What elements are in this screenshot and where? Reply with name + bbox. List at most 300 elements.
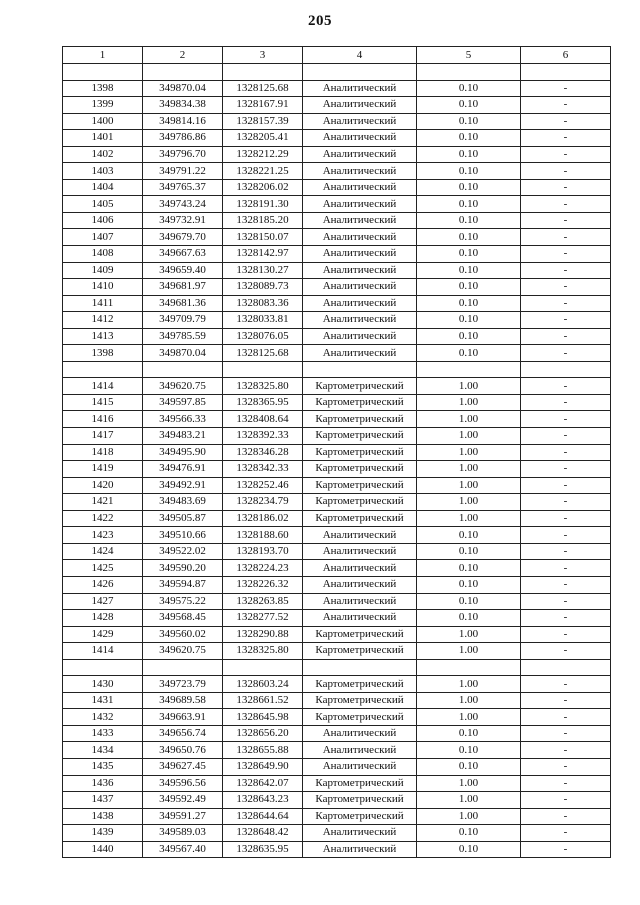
accuracy-cell: 0.10 [417, 279, 521, 296]
y-coordinate-cell: 1328648.42 [223, 825, 303, 842]
table-row [63, 80, 611, 97]
y-coordinate-cell: 1328083.36 [223, 295, 303, 312]
y-coordinate-cell: 1328649.90 [223, 758, 303, 775]
method-cell: Картометрический [303, 477, 417, 494]
method-cell: Картометрический [303, 428, 417, 445]
note-cell: - [521, 212, 611, 229]
y-coordinate-cell: 1328125.68 [223, 80, 303, 97]
note-cell: - [521, 792, 611, 809]
table-row [63, 361, 611, 378]
column-header-5: 5 [417, 47, 521, 64]
method-cell: Картометрический [303, 461, 417, 478]
method-cell: Аналитический [303, 163, 417, 180]
note-cell: - [521, 130, 611, 147]
x-coordinate-cell: 349743.24 [143, 196, 223, 213]
x-coordinate-cell: 349786.86 [143, 130, 223, 147]
y-coordinate-cell: 1328346.28 [223, 444, 303, 461]
accuracy-cell: 1.00 [417, 494, 521, 511]
point-number-cell: 1407 [63, 229, 143, 246]
table-row [63, 560, 611, 577]
table-row [63, 692, 611, 709]
y-coordinate-cell: 1328212.29 [223, 146, 303, 163]
note-cell: - [521, 610, 611, 627]
table-row [63, 163, 611, 180]
point-number-cell: 1425 [63, 560, 143, 577]
table-row [63, 246, 611, 263]
method-cell: Картометрический [303, 692, 417, 709]
accuracy-cell: 0.10 [417, 212, 521, 229]
note-cell: - [521, 643, 611, 660]
method-cell: Аналитический [303, 560, 417, 577]
method-cell: Картометрический [303, 394, 417, 411]
y-coordinate-cell: 1328277.52 [223, 610, 303, 627]
method-cell: Аналитический [303, 345, 417, 362]
x-coordinate-cell: 349870.04 [143, 345, 223, 362]
method-cell: Аналитический [303, 328, 417, 345]
y-coordinate-cell: 1328205.41 [223, 130, 303, 147]
table-row [63, 328, 611, 345]
note-cell: - [521, 560, 611, 577]
x-coordinate-cell: 349627.45 [143, 758, 223, 775]
method-cell: Аналитический [303, 758, 417, 775]
note-cell: - [521, 328, 611, 345]
accuracy-cell: 0.10 [417, 229, 521, 246]
x-coordinate-cell: 349870.04 [143, 80, 223, 97]
point-number-cell: 1402 [63, 146, 143, 163]
y-coordinate-cell: 1328142.97 [223, 246, 303, 263]
accuracy-cell: 1.00 [417, 394, 521, 411]
note-cell: - [521, 146, 611, 163]
note-cell: - [521, 543, 611, 560]
method-cell: Картометрический [303, 494, 417, 511]
table-body [63, 64, 611, 858]
point-number-cell: 1400 [63, 113, 143, 130]
column-header-3: 3 [223, 47, 303, 64]
note-cell: - [521, 295, 611, 312]
method-cell: Аналитический [303, 279, 417, 296]
accuracy-cell: 0.10 [417, 196, 521, 213]
table-row [63, 295, 611, 312]
point-number-cell: 1399 [63, 97, 143, 114]
note-cell: - [521, 510, 611, 527]
x-coordinate-cell: 349560.02 [143, 626, 223, 643]
y-coordinate-cell: 1328392.33 [223, 428, 303, 445]
method-cell: Картометрический [303, 792, 417, 809]
y-coordinate-cell: 1328226.32 [223, 576, 303, 593]
x-coordinate-cell: 349575.22 [143, 593, 223, 610]
note-cell: - [521, 676, 611, 693]
table-row [63, 345, 611, 362]
accuracy-cell: 0.10 [417, 345, 521, 362]
accuracy-cell: 0.10 [417, 295, 521, 312]
table-row [63, 742, 611, 759]
table-row [63, 444, 611, 461]
table-row [63, 676, 611, 693]
accuracy-cell: 0.10 [417, 825, 521, 842]
method-cell: Аналитический [303, 576, 417, 593]
y-coordinate-cell: 1328252.46 [223, 477, 303, 494]
point-number-cell: 1430 [63, 676, 143, 693]
accuracy-cell: 0.10 [417, 262, 521, 279]
note-cell: - [521, 229, 611, 246]
table-row [63, 643, 611, 660]
accuracy-cell: 0.10 [417, 328, 521, 345]
table-row [63, 428, 611, 445]
x-coordinate-cell: 349659.40 [143, 262, 223, 279]
column-header-1: 1 [63, 47, 143, 64]
table-row [63, 527, 611, 544]
method-cell: Картометрический [303, 808, 417, 825]
accuracy-cell: 0.10 [417, 560, 521, 577]
note-cell: - [521, 345, 611, 362]
y-coordinate-cell: 1328635.95 [223, 841, 303, 858]
note-cell: - [521, 262, 611, 279]
table-row [63, 543, 611, 560]
point-number-cell [63, 64, 143, 81]
note-cell: - [521, 758, 611, 775]
note-cell: - [521, 841, 611, 858]
x-coordinate-cell: 349567.40 [143, 841, 223, 858]
table-row [63, 709, 611, 726]
point-number-cell: 1418 [63, 444, 143, 461]
table-row [63, 113, 611, 130]
y-coordinate-cell: 1328188.60 [223, 527, 303, 544]
method-cell: Аналитический [303, 229, 417, 246]
note-cell: - [521, 692, 611, 709]
accuracy-cell [417, 64, 521, 81]
table-row [63, 229, 611, 246]
accuracy-cell: 0.10 [417, 593, 521, 610]
table-row [63, 626, 611, 643]
method-cell: Аналитический [303, 179, 417, 196]
note-cell: - [521, 378, 611, 395]
x-coordinate-cell: 349834.38 [143, 97, 223, 114]
x-coordinate-cell: 349510.66 [143, 527, 223, 544]
note-cell [521, 361, 611, 378]
x-coordinate-cell: 349785.59 [143, 328, 223, 345]
point-number-cell: 1403 [63, 163, 143, 180]
point-number-cell: 1422 [63, 510, 143, 527]
accuracy-cell [417, 659, 521, 676]
x-coordinate-cell: 349814.16 [143, 113, 223, 130]
point-number-cell [63, 361, 143, 378]
x-coordinate-cell: 349483.21 [143, 428, 223, 445]
note-cell: - [521, 80, 611, 97]
x-coordinate-cell: 349592.49 [143, 792, 223, 809]
point-number-cell: 1420 [63, 477, 143, 494]
table-row [63, 576, 611, 593]
method-cell: Картометрический [303, 775, 417, 792]
note-cell: - [521, 312, 611, 329]
point-number-cell: 1429 [63, 626, 143, 643]
method-cell: Аналитический [303, 312, 417, 329]
table-row [63, 64, 611, 81]
method-cell: Аналитический [303, 212, 417, 229]
y-coordinate-cell: 1328186.02 [223, 510, 303, 527]
x-coordinate-cell: 349681.36 [143, 295, 223, 312]
table-row [63, 179, 611, 196]
table-row [63, 97, 611, 114]
y-coordinate-cell: 1328191.30 [223, 196, 303, 213]
point-number-cell: 1434 [63, 742, 143, 759]
y-coordinate-cell: 1328290.88 [223, 626, 303, 643]
x-coordinate-cell: 349594.87 [143, 576, 223, 593]
note-cell: - [521, 725, 611, 742]
method-cell: Аналитический [303, 113, 417, 130]
x-coordinate-cell [143, 361, 223, 378]
method-cell: Аналитический [303, 295, 417, 312]
y-coordinate-cell: 1328130.27 [223, 262, 303, 279]
note-cell: - [521, 163, 611, 180]
method-cell: Картометрический [303, 378, 417, 395]
point-number-cell: 1428 [63, 610, 143, 627]
accuracy-cell: 1.00 [417, 411, 521, 428]
y-coordinate-cell: 1328645.98 [223, 709, 303, 726]
point-number-cell: 1411 [63, 295, 143, 312]
point-number-cell: 1414 [63, 378, 143, 395]
point-number-cell: 1424 [63, 543, 143, 560]
point-number-cell: 1438 [63, 808, 143, 825]
y-coordinate-cell: 1328193.70 [223, 543, 303, 560]
accuracy-cell: 0.10 [417, 725, 521, 742]
method-cell: Картометрический [303, 709, 417, 726]
point-number-cell: 1436 [63, 775, 143, 792]
y-coordinate-cell: 1328325.80 [223, 378, 303, 395]
y-coordinate-cell: 1328656.20 [223, 725, 303, 742]
point-number-cell: 1410 [63, 279, 143, 296]
y-coordinate-cell: 1328221.25 [223, 163, 303, 180]
accuracy-cell: 1.00 [417, 808, 521, 825]
x-coordinate-cell: 349656.74 [143, 725, 223, 742]
y-coordinate-cell: 1328234.79 [223, 494, 303, 511]
x-coordinate-cell: 349596.56 [143, 775, 223, 792]
y-coordinate-cell: 1328603.24 [223, 676, 303, 693]
y-coordinate-cell: 1328655.88 [223, 742, 303, 759]
method-cell: Картометрический [303, 626, 417, 643]
x-coordinate-cell: 349679.70 [143, 229, 223, 246]
table-row [63, 477, 611, 494]
x-coordinate-cell: 349650.76 [143, 742, 223, 759]
x-coordinate-cell: 349566.33 [143, 411, 223, 428]
accuracy-cell: 0.10 [417, 130, 521, 147]
accuracy-cell [417, 361, 521, 378]
point-number-cell: 1439 [63, 825, 143, 842]
table-row [63, 725, 611, 742]
page-number: 205 [308, 13, 332, 29]
accuracy-cell: 0.10 [417, 758, 521, 775]
point-number-cell: 1409 [63, 262, 143, 279]
note-cell: - [521, 593, 611, 610]
method-cell: Аналитический [303, 543, 417, 560]
table-row [63, 841, 611, 858]
note-cell: - [521, 527, 611, 544]
table-row [63, 378, 611, 395]
accuracy-cell: 1.00 [417, 461, 521, 478]
accuracy-cell: 0.10 [417, 179, 521, 196]
note-cell [521, 64, 611, 81]
method-cell: Аналитический [303, 80, 417, 97]
point-number-cell: 1421 [63, 494, 143, 511]
y-coordinate-cell: 1328661.52 [223, 692, 303, 709]
y-coordinate-cell [223, 64, 303, 81]
table-row [63, 659, 611, 676]
y-coordinate-cell: 1328644.64 [223, 808, 303, 825]
accuracy-cell: 0.10 [417, 841, 521, 858]
accuracy-cell: 1.00 [417, 692, 521, 709]
x-coordinate-cell [143, 659, 223, 676]
x-coordinate-cell: 349620.75 [143, 378, 223, 395]
method-cell: Аналитический [303, 841, 417, 858]
accuracy-cell: 1.00 [417, 626, 521, 643]
accuracy-cell: 1.00 [417, 643, 521, 660]
method-cell: Картометрический [303, 643, 417, 660]
table-row [63, 510, 611, 527]
accuracy-cell: 0.10 [417, 543, 521, 560]
table-row [63, 279, 611, 296]
point-number-cell: 1401 [63, 130, 143, 147]
note-cell: - [521, 97, 611, 114]
accuracy-cell: 0.10 [417, 742, 521, 759]
point-number-cell: 1431 [63, 692, 143, 709]
accuracy-cell: 0.10 [417, 97, 521, 114]
method-cell [303, 361, 417, 378]
table-row [63, 312, 611, 329]
accuracy-cell: 0.10 [417, 146, 521, 163]
table-row [63, 610, 611, 627]
y-coordinate-cell [223, 659, 303, 676]
point-number-cell: 1417 [63, 428, 143, 445]
accuracy-cell: 0.10 [417, 163, 521, 180]
table-row [63, 212, 611, 229]
accuracy-cell: 1.00 [417, 428, 521, 445]
y-coordinate-cell: 1328167.91 [223, 97, 303, 114]
x-coordinate-cell: 349791.22 [143, 163, 223, 180]
point-number-cell: 1414 [63, 643, 143, 660]
accuracy-cell: 1.00 [417, 378, 521, 395]
y-coordinate-cell: 1328643.23 [223, 792, 303, 809]
table-header-row [63, 47, 611, 64]
point-number-cell: 1412 [63, 312, 143, 329]
x-coordinate-cell: 349681.97 [143, 279, 223, 296]
note-cell: - [521, 428, 611, 445]
point-number-cell [63, 659, 143, 676]
note-cell: - [521, 477, 611, 494]
note-cell: - [521, 808, 611, 825]
table-row [63, 196, 611, 213]
method-cell: Картометрический [303, 510, 417, 527]
accuracy-cell: 1.00 [417, 510, 521, 527]
method-cell [303, 659, 417, 676]
accuracy-cell: 0.10 [417, 113, 521, 130]
note-cell: - [521, 279, 611, 296]
note-cell: - [521, 179, 611, 196]
method-cell: Картометрический [303, 444, 417, 461]
table-row [63, 792, 611, 809]
note-cell: - [521, 494, 611, 511]
note-cell: - [521, 709, 611, 726]
x-coordinate-cell: 349492.91 [143, 477, 223, 494]
x-coordinate-cell: 349522.02 [143, 543, 223, 560]
note-cell: - [521, 113, 611, 130]
accuracy-cell: 0.10 [417, 246, 521, 263]
method-cell [303, 64, 417, 81]
point-number-cell: 1427 [63, 593, 143, 610]
point-number-cell: 1398 [63, 345, 143, 362]
y-coordinate-cell: 1328408.64 [223, 411, 303, 428]
table-row [63, 394, 611, 411]
y-coordinate-cell: 1328157.39 [223, 113, 303, 130]
y-coordinate-cell [223, 361, 303, 378]
x-coordinate-cell: 349723.79 [143, 676, 223, 693]
note-cell: - [521, 411, 611, 428]
note-cell: - [521, 246, 611, 263]
x-coordinate-cell: 349590.20 [143, 560, 223, 577]
column-header-4: 4 [303, 47, 417, 64]
point-number-cell: 1437 [63, 792, 143, 809]
note-cell: - [521, 196, 611, 213]
y-coordinate-cell: 1328150.07 [223, 229, 303, 246]
coordinates-table [62, 46, 611, 858]
accuracy-cell: 1.00 [417, 477, 521, 494]
point-number-cell: 1413 [63, 328, 143, 345]
point-number-cell: 1440 [63, 841, 143, 858]
note-cell: - [521, 775, 611, 792]
y-coordinate-cell: 1328642.07 [223, 775, 303, 792]
x-coordinate-cell: 349568.45 [143, 610, 223, 627]
y-coordinate-cell: 1328076.05 [223, 328, 303, 345]
x-coordinate-cell: 349483.69 [143, 494, 223, 511]
table-row [63, 593, 611, 610]
note-cell: - [521, 626, 611, 643]
x-coordinate-cell: 349709.79 [143, 312, 223, 329]
note-cell: - [521, 461, 611, 478]
table-row [63, 461, 611, 478]
accuracy-cell: 0.10 [417, 576, 521, 593]
y-coordinate-cell: 1328325.80 [223, 643, 303, 660]
method-cell: Аналитический [303, 196, 417, 213]
point-number-cell: 1415 [63, 394, 143, 411]
table-row [63, 825, 611, 842]
method-cell: Аналитический [303, 825, 417, 842]
x-coordinate-cell: 349796.70 [143, 146, 223, 163]
point-number-cell: 1433 [63, 725, 143, 742]
point-number-cell: 1416 [63, 411, 143, 428]
method-cell: Аналитический [303, 246, 417, 263]
point-number-cell: 1408 [63, 246, 143, 263]
accuracy-cell: 0.10 [417, 312, 521, 329]
x-coordinate-cell: 349667.63 [143, 246, 223, 263]
x-coordinate-cell: 349495.90 [143, 444, 223, 461]
x-coordinate-cell: 349663.91 [143, 709, 223, 726]
point-number-cell: 1405 [63, 196, 143, 213]
method-cell: Аналитический [303, 146, 417, 163]
accuracy-cell: 1.00 [417, 792, 521, 809]
column-header-6: 6 [521, 47, 611, 64]
point-number-cell: 1426 [63, 576, 143, 593]
table-row [63, 146, 611, 163]
table-row [63, 262, 611, 279]
y-coordinate-cell: 1328185.20 [223, 212, 303, 229]
method-cell: Аналитический [303, 742, 417, 759]
x-coordinate-cell: 349591.27 [143, 808, 223, 825]
y-coordinate-cell: 1328125.68 [223, 345, 303, 362]
method-cell: Аналитический [303, 593, 417, 610]
y-coordinate-cell: 1328224.23 [223, 560, 303, 577]
x-coordinate-cell: 349620.75 [143, 643, 223, 660]
x-coordinate-cell [143, 64, 223, 81]
note-cell: - [521, 825, 611, 842]
accuracy-cell: 1.00 [417, 709, 521, 726]
